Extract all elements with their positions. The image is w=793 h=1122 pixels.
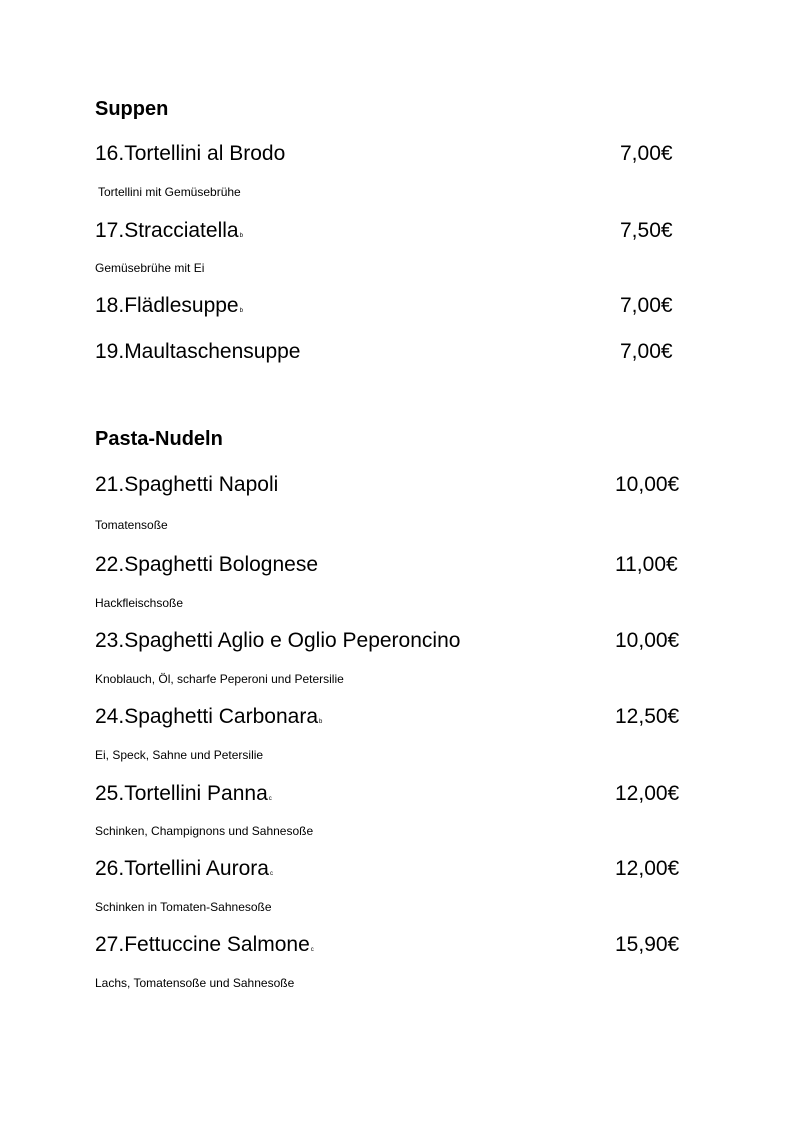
menu-item-price: 12,50€ (615, 705, 680, 728)
menu-item-description: Gemüsebrühe mit Ei (95, 261, 205, 275)
allergen-marker: c (269, 871, 273, 877)
menu-item-description: Hackfleischsoße (95, 596, 184, 610)
menu-item-name: 17.Stracciatellab (95, 219, 243, 242)
menu-item-name: 18.Flädlesuppeb (95, 294, 243, 317)
menu-item-name: 27.Fettuccine Salmonec (95, 933, 314, 956)
menu-item-price: 15,90€ (615, 933, 680, 956)
menu-item-name: 23.Spaghetti Aglio e Oglio Peperoncino (95, 629, 461, 652)
allergen-marker: c (268, 796, 272, 802)
allergen-marker: b (239, 233, 243, 239)
allergen-marker: c (310, 947, 314, 953)
menu-item-price: 11,00€ (615, 553, 678, 576)
menu-item-description: Knoblauch, Öl, scharfe Peperoni und Petersilie (95, 672, 344, 686)
section-title-pasta: Pasta-Nudeln (95, 428, 223, 450)
menu-item-name: 21.Spaghetti Napoli (95, 473, 279, 496)
menu-item-name: 24.Spaghetti Carbonarab (95, 705, 323, 728)
menu-item-price: 7,50€ (620, 219, 673, 242)
allergen-marker: b (239, 308, 243, 314)
menu-item-description: Tortellini mit Gemüsebrühe (98, 185, 241, 199)
menu-item-name: 25.Tortellini Pannac (95, 782, 272, 805)
menu-item-name: 22.Spaghetti Bolognese (95, 553, 319, 576)
menu-item-price: 10,00€ (615, 629, 680, 652)
section-title-suppen: Suppen (95, 98, 169, 120)
menu-item-name: 16.Tortellini al Brodo (95, 142, 286, 165)
menu-item-price: 7,00€ (620, 294, 673, 317)
menu-item-price: 7,00€ (620, 142, 673, 165)
menu-item-name: 26.Tortellini Aurorac (95, 857, 273, 880)
menu-item-description: Schinken in Tomaten-Sahnesoße (95, 900, 272, 914)
allergen-marker: b (319, 719, 323, 725)
menu-item-description: Tomatensoße (95, 518, 168, 532)
menu-item-price: 10,00€ (615, 473, 680, 496)
menu-item-description: Ei, Speck, Sahne und Petersilie (95, 748, 264, 762)
menu-item-description: Schinken, Champignons und Sahnesoße (95, 824, 314, 838)
menu-item-price: 7,00€ (620, 340, 673, 363)
menu-item-description: Lachs, Tomatensoße und Sahnesoße (95, 976, 295, 990)
menu-item-price: 12,00€ (615, 782, 680, 805)
menu-item-name: 19.Maultaschensuppe (95, 340, 301, 363)
menu-item-price: 12,00€ (615, 857, 680, 880)
